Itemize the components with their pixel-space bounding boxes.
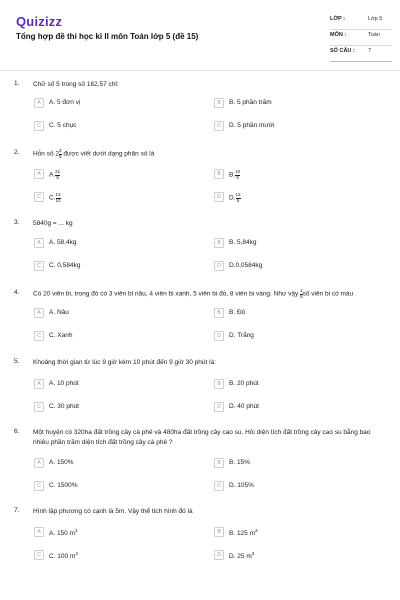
option-text: D. 105% (229, 482, 254, 489)
meta-table (330, 14, 392, 62)
question-text: 5840g = ... kg (33, 220, 73, 227)
fraction-numerator: 13 (235, 192, 241, 197)
option-text (49, 170, 60, 180)
fraction-numerator: 13 (55, 192, 61, 197)
meta-row-count (330, 46, 392, 62)
option-text: A. Nâu (49, 309, 69, 316)
question-text: Một huyện có 320ha đất trồng cây cà phê và 480ha đất trồng cây cao su. Hỏi diện tích đất trồng cây cao su bằng bao nhiêu phần trăm diện tích đất trồng cây cà phê ? (33, 429, 371, 446)
option-value: D. 25 m (229, 553, 252, 561)
option-letter: B (214, 527, 224, 537)
option-letter: A (34, 527, 44, 537)
meta-value: Toán (368, 32, 380, 38)
superscript: 3 (75, 528, 78, 533)
option-letter: C (34, 121, 44, 131)
option-letter: B (214, 458, 224, 468)
option-prefix: B. (229, 171, 236, 179)
meta-value: 7 (368, 48, 372, 54)
option-text (229, 193, 241, 203)
option-prefix: A. (49, 171, 56, 179)
fraction (56, 193, 61, 203)
meta-label: MÔN : (330, 32, 347, 38)
option-text: D. 5 phần mười (229, 122, 275, 129)
option-letter: C (34, 261, 44, 271)
question-text-pre: Có 20 viên bi, trong đó có 3 viên bi nâu, 4 viên bi xanh, 5 viên bi đỏ, 8 viên bi vàng. Như vậy (33, 290, 299, 298)
option-letter: A (34, 379, 44, 389)
option-text: A. 58,4kg (49, 239, 77, 246)
option-text: C. 30 phút (49, 403, 79, 410)
option-text (229, 551, 254, 560)
question-number: 1. (14, 80, 20, 87)
option-text: B. 5,84kg (229, 239, 257, 246)
option-letter: C (34, 481, 44, 491)
option-letter: B (214, 169, 224, 179)
meta-value: Lớp 5 (368, 16, 383, 22)
quizizz-logo: Quizizz (16, 14, 63, 29)
option-letter: D (214, 402, 224, 412)
option-letter: D (214, 481, 224, 491)
fraction-denominator: 5 (236, 174, 239, 180)
question-number: 5. (14, 358, 20, 365)
option-text (49, 551, 78, 560)
option-letter: A (34, 238, 44, 248)
fraction-numerator: 21 (55, 169, 61, 174)
option-letter: B (214, 98, 224, 108)
option-text: A. 150% (49, 459, 74, 466)
option-letter: D (214, 261, 224, 271)
header-divider (0, 70, 400, 71)
option-prefix: C. (49, 194, 56, 202)
option-letter: C (34, 192, 44, 202)
option-letter: A (34, 98, 44, 108)
option-text: C. 5 chục (49, 122, 77, 129)
option-text: B. 5 phần trăm (229, 99, 272, 106)
option-text: B. Đỏ (229, 309, 246, 316)
option-text (49, 528, 78, 537)
question-text (33, 289, 378, 300)
fraction-numerator: 1 (300, 288, 303, 293)
fraction (59, 149, 62, 159)
question-number: 7. (14, 507, 20, 514)
fraction (235, 170, 240, 180)
superscript: 3 (75, 551, 78, 556)
question-text-post: được viết dưới dạng phân số là (63, 150, 155, 158)
question-number: 4. (14, 289, 20, 296)
option-text: D. 40 phút (229, 403, 259, 410)
option-value: C. 100 m (49, 553, 76, 561)
page-header (0, 0, 400, 70)
option-letter: C (34, 550, 44, 560)
option-text: B. 15% (229, 459, 250, 466)
fraction-denominator: 5 (300, 293, 303, 299)
meta-label: SỐ CÂU : (330, 48, 355, 54)
option-prefix: D. (229, 194, 236, 202)
option-text (229, 528, 258, 537)
option-text: C. Xanh (49, 332, 73, 339)
option-text: A. 10 phút (49, 380, 79, 387)
option-letter: B (214, 379, 224, 389)
option-letter: A (34, 458, 44, 468)
fraction-numerator: 3 (59, 148, 62, 153)
question-text: Hình lập phương có cạnh là 5m. Vậy thể tích hình đó là (33, 508, 193, 515)
option-text: A. 5 đơn vị (49, 99, 81, 106)
fraction-denominator: 10 (55, 197, 61, 203)
fraction-numerator: 10 (235, 169, 241, 174)
meta-row-class (330, 14, 392, 30)
option-letter: D (214, 550, 224, 560)
question-text (33, 149, 378, 160)
option-letter: D (214, 121, 224, 131)
question-number: 6. (14, 428, 20, 435)
superscript: 3 (255, 528, 258, 533)
question-text: Khoảng thời gian từ lúc 9 giờ kém 10 phút đến 9 giờ 30 phút là: (33, 359, 217, 366)
option-text: C. 1500% (49, 482, 78, 489)
option-text: D. Trắng (229, 332, 254, 339)
option-letter: C (34, 402, 44, 412)
question-text-post: số viên bi có màu (302, 290, 354, 298)
fraction-denominator: 5 (236, 197, 240, 203)
option-letter: A (34, 308, 44, 318)
fraction-denominator: 5 (59, 153, 62, 159)
question-text: Chữ số 5 trong số 162,57 chỉ: (33, 81, 119, 88)
fraction (55, 170, 60, 180)
option-letter: D (214, 331, 224, 341)
option-letter: B (214, 308, 224, 318)
option-letter: B (214, 238, 224, 248)
option-letter: D (214, 192, 224, 202)
question-number: 3. (14, 219, 20, 226)
meta-label: LỚP : (330, 16, 345, 22)
option-text: D.0,0584kg (229, 262, 263, 269)
option-text: B. 20 phút (229, 380, 259, 387)
meta-row-subject (330, 30, 392, 46)
option-value: A. 150 m (49, 530, 76, 538)
option-text (49, 193, 61, 203)
option-value: B. 125 m (229, 530, 256, 538)
option-letter: A (34, 169, 44, 179)
question-number: 2. (14, 149, 20, 156)
option-text: C. 0,584kg (49, 262, 81, 269)
option-text (229, 170, 240, 180)
question-text-pre: Hỗn số 2 (33, 150, 60, 158)
superscript: 3 (251, 551, 255, 556)
fraction-denominator: 5 (56, 174, 59, 180)
fraction (236, 193, 241, 203)
option-letter: C (34, 331, 44, 341)
page-title: Tổng hợp đề thi học kì II môn Toán lớp 5 (đề 15) (16, 32, 199, 41)
